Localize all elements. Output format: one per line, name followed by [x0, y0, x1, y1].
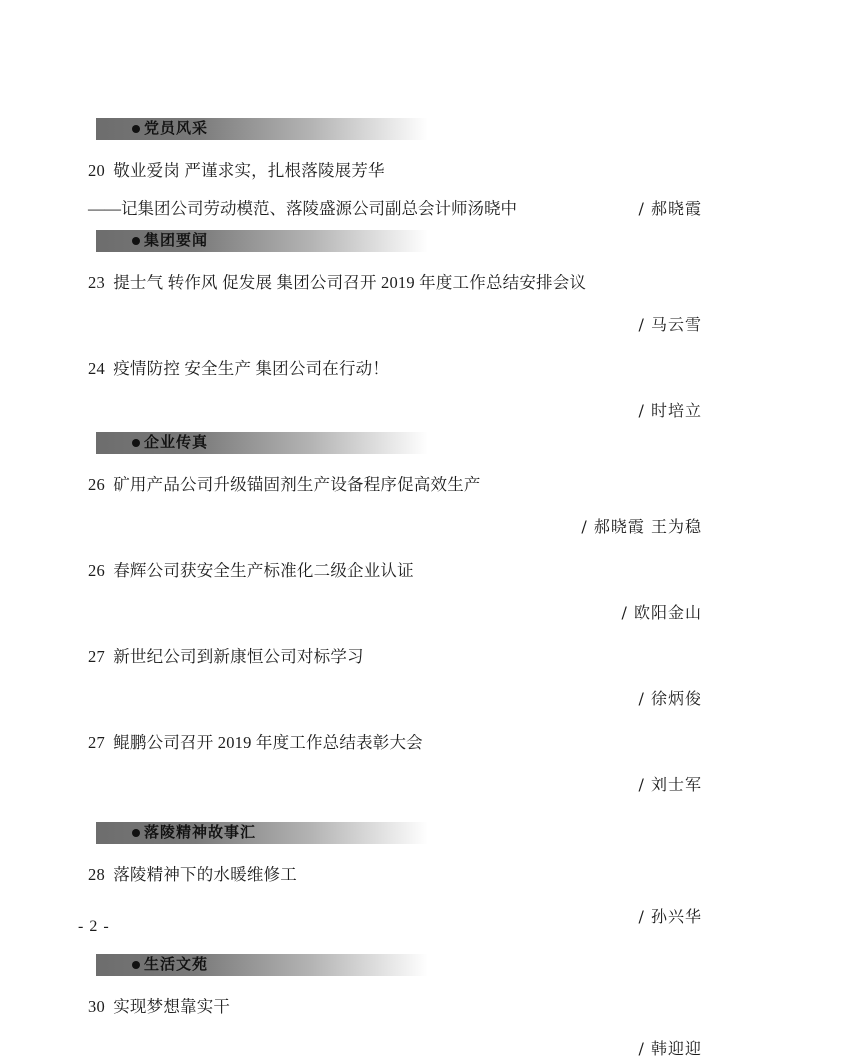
bullet-icon [132, 439, 140, 447]
toc-entry-title: 敬业爱岗 严谨求实，扎根落陵展芳华 [113, 161, 385, 180]
toc-entry [88, 270, 708, 338]
section-block [88, 230, 708, 424]
toc-entry-author: / 时培立 [638, 401, 702, 420]
section-header-bar [96, 230, 428, 252]
toc-entry-author: / 刘士军 [638, 775, 702, 794]
section-title: 集团要闻 [144, 232, 209, 249]
toc-entry [88, 558, 708, 626]
toc-entry-title: 鲲鹏公司召开 2019 年度工作总结表彰大会 [113, 733, 423, 752]
toc-page-number: 28 [88, 865, 105, 884]
toc-entry [88, 472, 708, 540]
toc-entry-author: / 孙兴华 [638, 907, 702, 926]
toc-entry-line [88, 558, 708, 584]
toc-entry-author: / 郝晓霞 王为稳 [581, 517, 702, 536]
toc-entry-title: 新世纪公司到新康恒公司对标学习 [113, 647, 364, 666]
toc-entry: 20 敬业爱岗 严谨求实，扎根落陵展芳华 ——记集团公司劳动模范、落陵盛源公司副总会计师汤晓中 / 郝晓霞 [88, 158, 708, 222]
toc-entry-subtitle: ——记集团公司劳动模范、落陵盛源公司副总会计师汤晓中 [88, 199, 517, 218]
bullet-icon [132, 237, 140, 245]
section-block [88, 118, 708, 222]
toc-entry [88, 644, 708, 712]
toc-entry-author: / 徐炳俊 [638, 689, 702, 708]
section-header-bar [96, 822, 428, 844]
toc-entry-line [88, 472, 708, 498]
section-block [88, 954, 708, 1062]
bullet-icon [132, 961, 140, 969]
toc-entry-line [88, 994, 708, 1020]
toc-entry-line [88, 356, 708, 382]
toc-page-number: 26 [88, 475, 105, 494]
toc-entry-title: 落陵精神下的水暖维修工 [113, 865, 297, 884]
toc-entry-title: 矿用产品公司升级锚固剂生产设备程序促高效生产 [113, 475, 481, 494]
toc-page-number: 23 [88, 273, 105, 292]
toc-entry-title: 实现梦想靠实干 [113, 997, 231, 1016]
toc-entry [88, 862, 708, 930]
page-footer-number: - 2 - [78, 918, 110, 935]
toc-entry-title: 提士气 转作风 促发展 集团公司召开 2019 年度工作总结安排会议 [113, 273, 587, 292]
toc-page-number: 24 [88, 359, 105, 378]
section-header-bar [96, 954, 428, 976]
section-title: 党员风采 [144, 120, 209, 137]
toc-entry-line [88, 862, 708, 888]
section-title: 企业传真 [144, 434, 209, 451]
toc-entry-title: 春辉公司获安全生产标准化二级企业认证 [113, 561, 414, 580]
toc-entry-title: 疫情防控 安全生产 集团公司在行动！ [113, 359, 390, 378]
toc-entry-line [88, 270, 708, 296]
toc-entry-line [88, 158, 708, 184]
toc-entry-line [88, 730, 708, 756]
toc-entry-author: / 马云雪 [638, 315, 702, 334]
toc-entry [88, 730, 708, 798]
toc-page-number: 20 [88, 161, 105, 180]
section-header-bar [96, 118, 428, 140]
bullet-icon [132, 125, 140, 133]
toc-page-number: 26 [88, 561, 105, 580]
toc-entry-author: / 欧阳金山 [621, 603, 702, 622]
section-header-bar [96, 432, 428, 454]
table-of-contents [88, 118, 708, 1062]
toc-entry [88, 994, 708, 1062]
section-block [88, 822, 708, 930]
toc-entry-author: / 韩迎迎 [638, 1039, 702, 1058]
section-block [88, 432, 708, 798]
toc-entry [88, 356, 708, 424]
toc-page-number: 27 [88, 733, 105, 752]
toc-page-number: 30 [88, 997, 105, 1016]
bullet-icon [132, 829, 140, 837]
section-title: 生活文苑 [144, 956, 209, 973]
toc-entry-line [88, 644, 708, 670]
toc-page-number: 27 [88, 647, 105, 666]
section-title: 落陵精神故事汇 [144, 824, 257, 841]
